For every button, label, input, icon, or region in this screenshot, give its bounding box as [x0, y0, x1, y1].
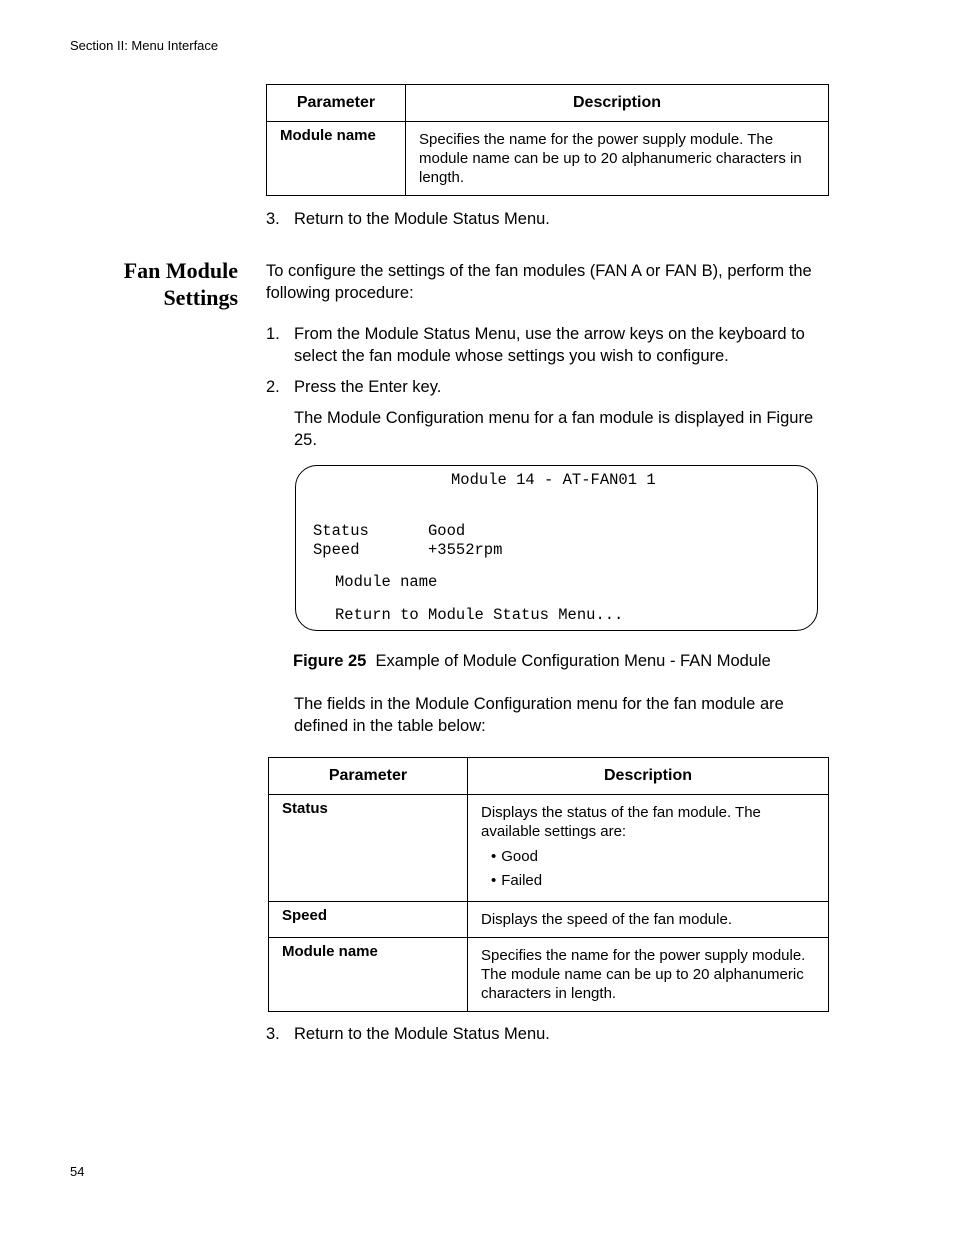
section-heading-line1: Fan Module: [123, 258, 238, 283]
section-heading: [60, 257, 238, 311]
step-text: Return to the Module Status Menu.: [294, 210, 550, 228]
figure-caption-text: Example of Module Configuration Menu - FAN Module: [375, 652, 771, 670]
return-option[interactable]: Return to Module Status Menu...: [335, 606, 624, 624]
column-header-parameter: Parameter: [267, 85, 406, 122]
desc-cell: [468, 795, 829, 902]
module-name-option[interactable]: Module name: [335, 573, 438, 591]
page-number: 54: [70, 1164, 85, 1179]
step-1: [266, 323, 832, 367]
figure-caption: [293, 652, 771, 671]
step-number: 2.: [266, 378, 280, 396]
status-options-list: [481, 845, 818, 893]
list-item: • Good: [491, 845, 818, 869]
table2-intro: The fields in the Module Configuration menu for the fan module are defined in the table below:: [294, 695, 784, 735]
step-3-bottom: [266, 1023, 550, 1045]
step-number: 1.: [266, 325, 280, 343]
list-item: • Failed: [491, 869, 818, 893]
status-label: Status: [313, 522, 369, 540]
parameter-table-fan: [268, 757, 829, 1012]
intro-paragraph: To configure the settings of the fan modules (FAN A or FAN B), perform the following procedure:: [266, 262, 812, 302]
step-2-note: The Module Configuration menu for a fan module is displayed in Figure 25.: [294, 409, 814, 449]
terminal-title: Module 14 - AT-FAN01 1: [451, 471, 656, 489]
speed-label: Speed: [313, 541, 360, 559]
page-header: Section II: Menu Interface: [70, 38, 219, 53]
table-row: [267, 122, 829, 196]
figure-label: Figure 25: [293, 652, 367, 670]
table-row: [269, 938, 829, 1012]
step-text: Press the Enter key.: [294, 378, 442, 396]
parameter-table-power: [266, 84, 829, 196]
section-heading-line2: Settings: [163, 285, 238, 310]
desc-cell: Displays the speed of the fan module.: [468, 902, 829, 938]
desc-cell: Specifies the name for the power supply module. The module name can be up to 20 alphanumeric characters in length.: [406, 122, 829, 196]
status-desc: Displays the status of the fan module. The available settings are:: [481, 804, 761, 840]
table-header-row: [267, 85, 829, 122]
step-text: Return to the Module Status Menu.: [294, 1025, 550, 1043]
column-header-description: Description: [468, 758, 829, 795]
column-header-parameter: Parameter: [269, 758, 468, 795]
param-cell: Speed: [269, 902, 468, 938]
speed-value: +3552rpm: [428, 541, 503, 559]
step-2: [266, 376, 441, 398]
step-number: 3.: [266, 210, 280, 228]
table-row: [269, 795, 829, 902]
table-row: [269, 902, 829, 938]
status-value: Good: [428, 522, 466, 540]
param-cell: Module name: [269, 938, 468, 1012]
column-header-description: Description: [406, 85, 829, 122]
desc-cell: Specifies the name for the power supply module. The module name can be up to 20 alphanumeric characters in length.: [468, 938, 829, 1012]
terminal-screen: [295, 465, 818, 631]
param-cell: Module name: [267, 122, 406, 196]
step-number: 3.: [266, 1025, 280, 1043]
param-cell: Status: [269, 795, 468, 902]
step-text: From the Module Status Menu, use the arrow keys on the keyboard to select the fan module whose settings you wish to configure.: [294, 325, 805, 365]
table-header-row: [269, 758, 829, 795]
step-3-top: [266, 208, 550, 230]
